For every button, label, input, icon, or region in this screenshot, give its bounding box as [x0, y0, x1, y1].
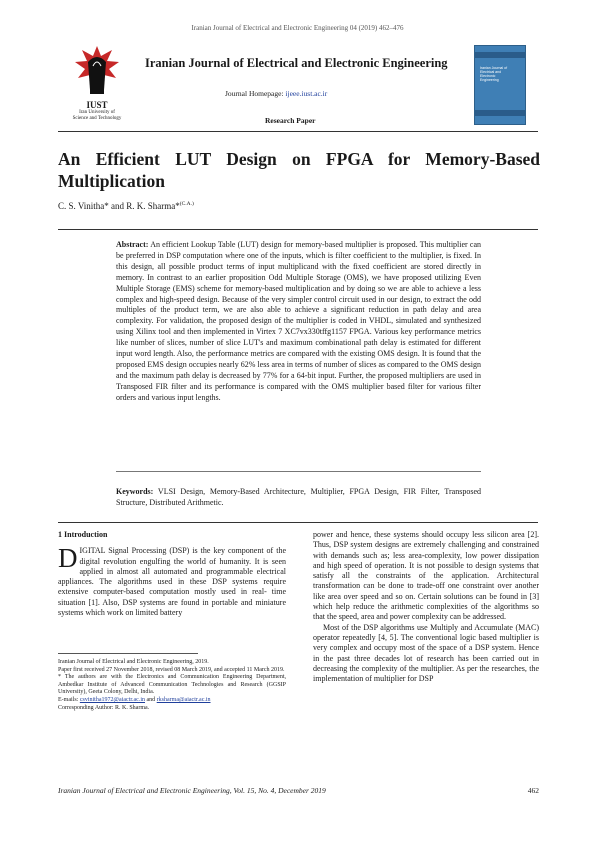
- intro-paragraph-3: Most of the DSP algorithms use Multiply and Accumulate (MAC) operator repeatedly [4, 5]. The conventional logic based multiplier is very complex and occupy most of the space of a DSP system. Hence in the past three decades lot of research has been carried out in decreasing the complexity of the multiplier. As per the researches, the implementation of multiplier for DSP: [313, 622, 539, 684]
- cover-text-line: Electrical and: [480, 70, 502, 74]
- homepage-label: Journal Homepage:: [225, 89, 286, 98]
- logo-name: IUST: [86, 100, 108, 110]
- corresponding-mark: (C.A.): [179, 201, 194, 207]
- page-number: 462: [527, 786, 539, 795]
- cover-band-bottom: [475, 110, 525, 116]
- cover-text: [480, 66, 520, 82]
- footnote-emails: [58, 697, 286, 705]
- intro-paragraph-1: [58, 543, 286, 618]
- footnote-dates: Paper first received 27 November 2018, revised 08 March 2019, and accepted 11 March 2019.: [58, 666, 285, 673]
- authors: [58, 201, 194, 211]
- footnote-corresponding: Corresponding Author: R. K. Sharma.: [58, 704, 150, 711]
- header-divider: [58, 131, 538, 132]
- left-column: [58, 530, 286, 618]
- cover-text-line: Engineering: [480, 78, 499, 82]
- emails-and: and: [145, 696, 157, 703]
- footnote-affiliation: * The authors are with the Electronics and Communication Engineering Department, Ambedkar Institute of Advanced Communication Technologies and Research (GGSIP University), Geeta Colony, Delhi, India.: [58, 674, 286, 696]
- right-column: [313, 530, 539, 684]
- keywords-top-divider: [116, 471, 481, 472]
- footnote-journal: Iranian Journal of Electrical and Electronic Engineering, 2019.: [58, 659, 209, 665]
- paper-type: Research Paper: [265, 116, 316, 125]
- logo-line-1: Iran University of: [79, 110, 115, 115]
- email-link-1[interactable]: csvinitha1972@aiactr.ac.in: [79, 696, 146, 703]
- journal-cover-thumbnail: [474, 45, 526, 125]
- abstract: [116, 240, 481, 404]
- email-link-2[interactable]: rksharma@aiactr.ac.in: [156, 696, 211, 703]
- abstract-top-divider: [58, 229, 538, 230]
- running-head: Iranian Journal of Electrical and Electronic Engineering 04 (2019) 462–476: [191, 24, 404, 32]
- drop-cap: D: [58, 543, 78, 574]
- author-names: C. S. Vinitha* and R. K. Sharma*: [58, 201, 180, 211]
- section-heading: 1 Introduction: [58, 530, 108, 539]
- intro-paragraph-2: power and hence, these systems should occupy less silicon area [2]. Thus, DSP system designs are extremely challenging and constrained with demands such as; less area-complexity, low power dissipation and high speed of operation. It is not possible to design systems that satisfy all the constraints of the application. Architectural transformation can be done to trade-off one constraint over another like area over speed and so on. Certain solutions can be found in [3] which help reduce the arithmetic complexities of the algorithms so that the speed, area and power complexity can be addressed.: [313, 530, 539, 622]
- cover-text-line: Iranian Journal of: [480, 66, 508, 70]
- keywords-text: VLSI Design, Memory-Based Architecture, Multiplier, FPGA Design, FIR Filter, Transposed Structure, Distributed Arithmetic.: [116, 487, 481, 507]
- logo-line-2: Science and Technology: [72, 115, 122, 121]
- footnotes: [58, 659, 286, 712]
- homepage-link[interactable]: ijeee.iust.ac.ir: [285, 89, 328, 98]
- journal-homepage: [225, 89, 327, 98]
- logo-caption: [62, 100, 132, 121]
- page-footer-citation: Iranian Journal of Electrical and Electronic Engineering, Vol. 15, No. 4, December 2019: [58, 786, 326, 795]
- keywords-label: Keywords:: [116, 487, 154, 496]
- body-top-divider: [58, 522, 538, 523]
- abstract-label: Abstract:: [116, 240, 149, 249]
- paper-title: An Efficient LUT Design on FPGA for Memory-Based Multiplication: [58, 149, 540, 191]
- emails-label: E-mails:: [58, 696, 80, 703]
- journal-title: Iranian Journal of Electrical and Electronic Engineering: [145, 56, 448, 70]
- intro-paragraph-1-text: IGITAL Signal Processing (DSP) is the key component of the digital revolution engulfing the world of humanity. It is seen applied in almost all automated and programmable electrical appliances. The algorithms used in these DSP systems require extensive computer-based computation mostly used in real- time situation [1]. Also, DSP systems are found in portable and miniature systems which work on limited battery: [58, 546, 286, 618]
- keywords: [116, 486, 481, 508]
- cover-band-top: [475, 52, 525, 58]
- footnote-divider: [58, 653, 198, 654]
- abstract-text: An efficient Lookup Table (LUT) design for memory-based multiplier is proposed. This multiplier can be preferred in DSP computation where one of the inputs, which is filter coefficient to the multiplier, is fixed. In this design, all possible product terms of input multiplicand with the fixed coefficient are stored directly in memory. In contrast to an earlier proposition Odd Multiple Storage (OMS), we have proposed utilizing Even Multiple Storage (EMS) scheme for memory-based multiplication and by doing so we are able to achieve a less complex and high-speed design. Because of the very simpler control circuit used in our design, to extract the odd multiples of the product term, we are also able to achieve a significant reduction in path delay and area complexity. For validation, the proposed design of the multiplier is coded in VHDL, simulated and synthesized using Xilinx tool and then implemented in Virtex 7 XC7vx330tffg1157 FPGA. Various key performance metrics like number of slices, number of slice LUT's and maximum combinational path delay is estimated for different input word length. Also, the performance metrics are compared with the existing OMS design. It is found that the proposed EMS design occupies nearly 62% less area in terms of number of slices as compared to the OMS design and the maximum path delay is decreased by 77% for a 64-bit input. Further, the proposed multipliers are used in Transposed FIR filter and its performance is compared with the OMS multiplier based filter for various filter orders and various input lengths.: [116, 240, 481, 402]
- cover-text-line: Electronic: [480, 74, 496, 78]
